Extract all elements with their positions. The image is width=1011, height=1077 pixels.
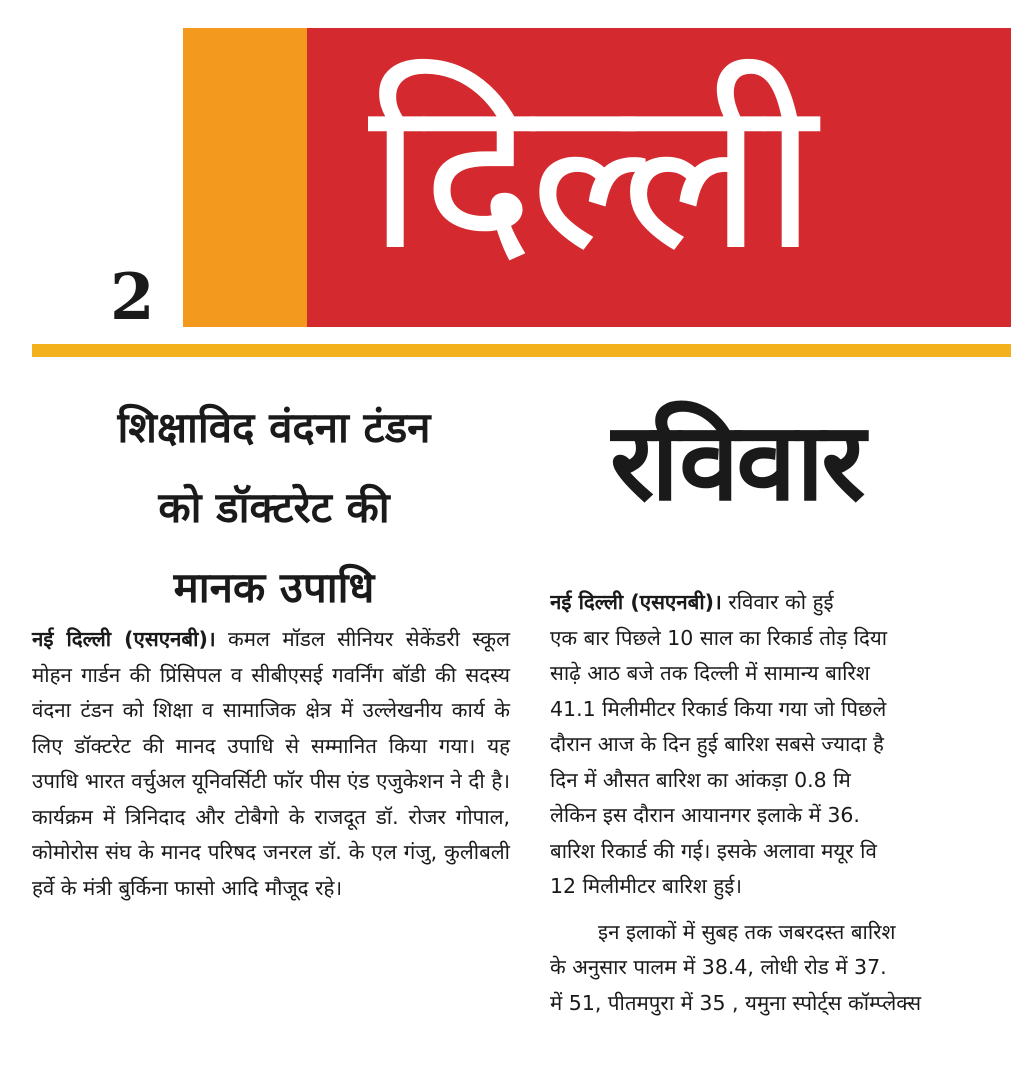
article-line: एक बार पिछले 10 साल का रिकार्ड तोड़ दिया bbox=[550, 625, 888, 650]
headline-line: को डॉक्टरेट की bbox=[158, 483, 390, 532]
right-article-headline: रविवार bbox=[610, 400, 863, 525]
article-line bbox=[550, 585, 1011, 621]
article-line: 12 मिलीमीटर बारिश हुई। bbox=[550, 874, 743, 898]
headline-line: मानक उपाधि bbox=[173, 563, 375, 612]
article-line: दौरान आज के दिन हुई बारिश सबसे ज्यादा है bbox=[550, 732, 884, 756]
article-dateline: नई दिल्ली (एसएनबी)। bbox=[550, 590, 722, 614]
headline-line: शिक्षाविद वंदना टंडन bbox=[117, 403, 431, 452]
article-line: में 51, पीतमपुरा में 35 , यमुना स्पोर्ट्स कॉम्प्लेक्स bbox=[550, 990, 922, 1015]
masthead-title: दिल्ली bbox=[368, 52, 814, 297]
article-text: रविवार को हुई bbox=[721, 590, 834, 614]
article-line: 41.1 मिलीमीटर रिकार्ड किया गया जो पिछले bbox=[550, 696, 887, 721]
right-article-body bbox=[550, 585, 1011, 1077]
page-number: 2 bbox=[110, 260, 155, 335]
article-line: इन इलाकों में सुबह तक जबरदस्त बारिश bbox=[598, 919, 896, 944]
article-line: बारिश रिकार्ड की गई। इसके अलावा मयूर वि bbox=[550, 838, 877, 863]
left-article-body bbox=[32, 622, 510, 906]
article-text: कमल मॉडल सीनियर सेकेंडरी स्कूल मोहन गार्डन की प्रिंसिपल व सीबीएसई गवर्निंग बॉडी की सदस्य वंदना टंडन को शिक्षा व सामाजिक क्षेत्र में उल्लेखनीय कार्य के लिए डॉक्टरेट की मानद उपाधि से सम्मानित किया गया। यह उपाधि भारत वर्चुअल यूनिवर्सिटी फॉर पीस एंड एजुकेशन ने दी है। कार्यक्रम में त्रिनिदाद और टोबैगो के राजदूत डॉ. रोजर गोपाल, कोमोरोस संघ के मानद परिषद जनरल डॉ. के एल गंजु, कुलीबली हर्वे के मंत्री बुर्किना फासो आदि मौजूद रहे। bbox=[32, 627, 510, 900]
article-line: दिन में औसत बारिश का आंकड़ा 0.8 मि bbox=[550, 767, 851, 792]
article-line: साढ़े आठ बजे तक दिल्ली में सामान्य बारिश bbox=[550, 661, 870, 685]
article-line: लेकिन इस दौरान आयानगर इलाके में 36. bbox=[550, 803, 860, 827]
left-article-headline bbox=[28, 388, 520, 628]
article-dateline: नई दिल्ली (एसएनबी)। bbox=[32, 627, 216, 651]
paragraph-gap bbox=[550, 905, 1011, 915]
masthead-orange-block bbox=[183, 28, 307, 327]
section-divider-rule bbox=[32, 344, 1011, 357]
article-line: के अनुसार पालम में 38.4, लोधी रोड में 37. bbox=[550, 955, 887, 979]
